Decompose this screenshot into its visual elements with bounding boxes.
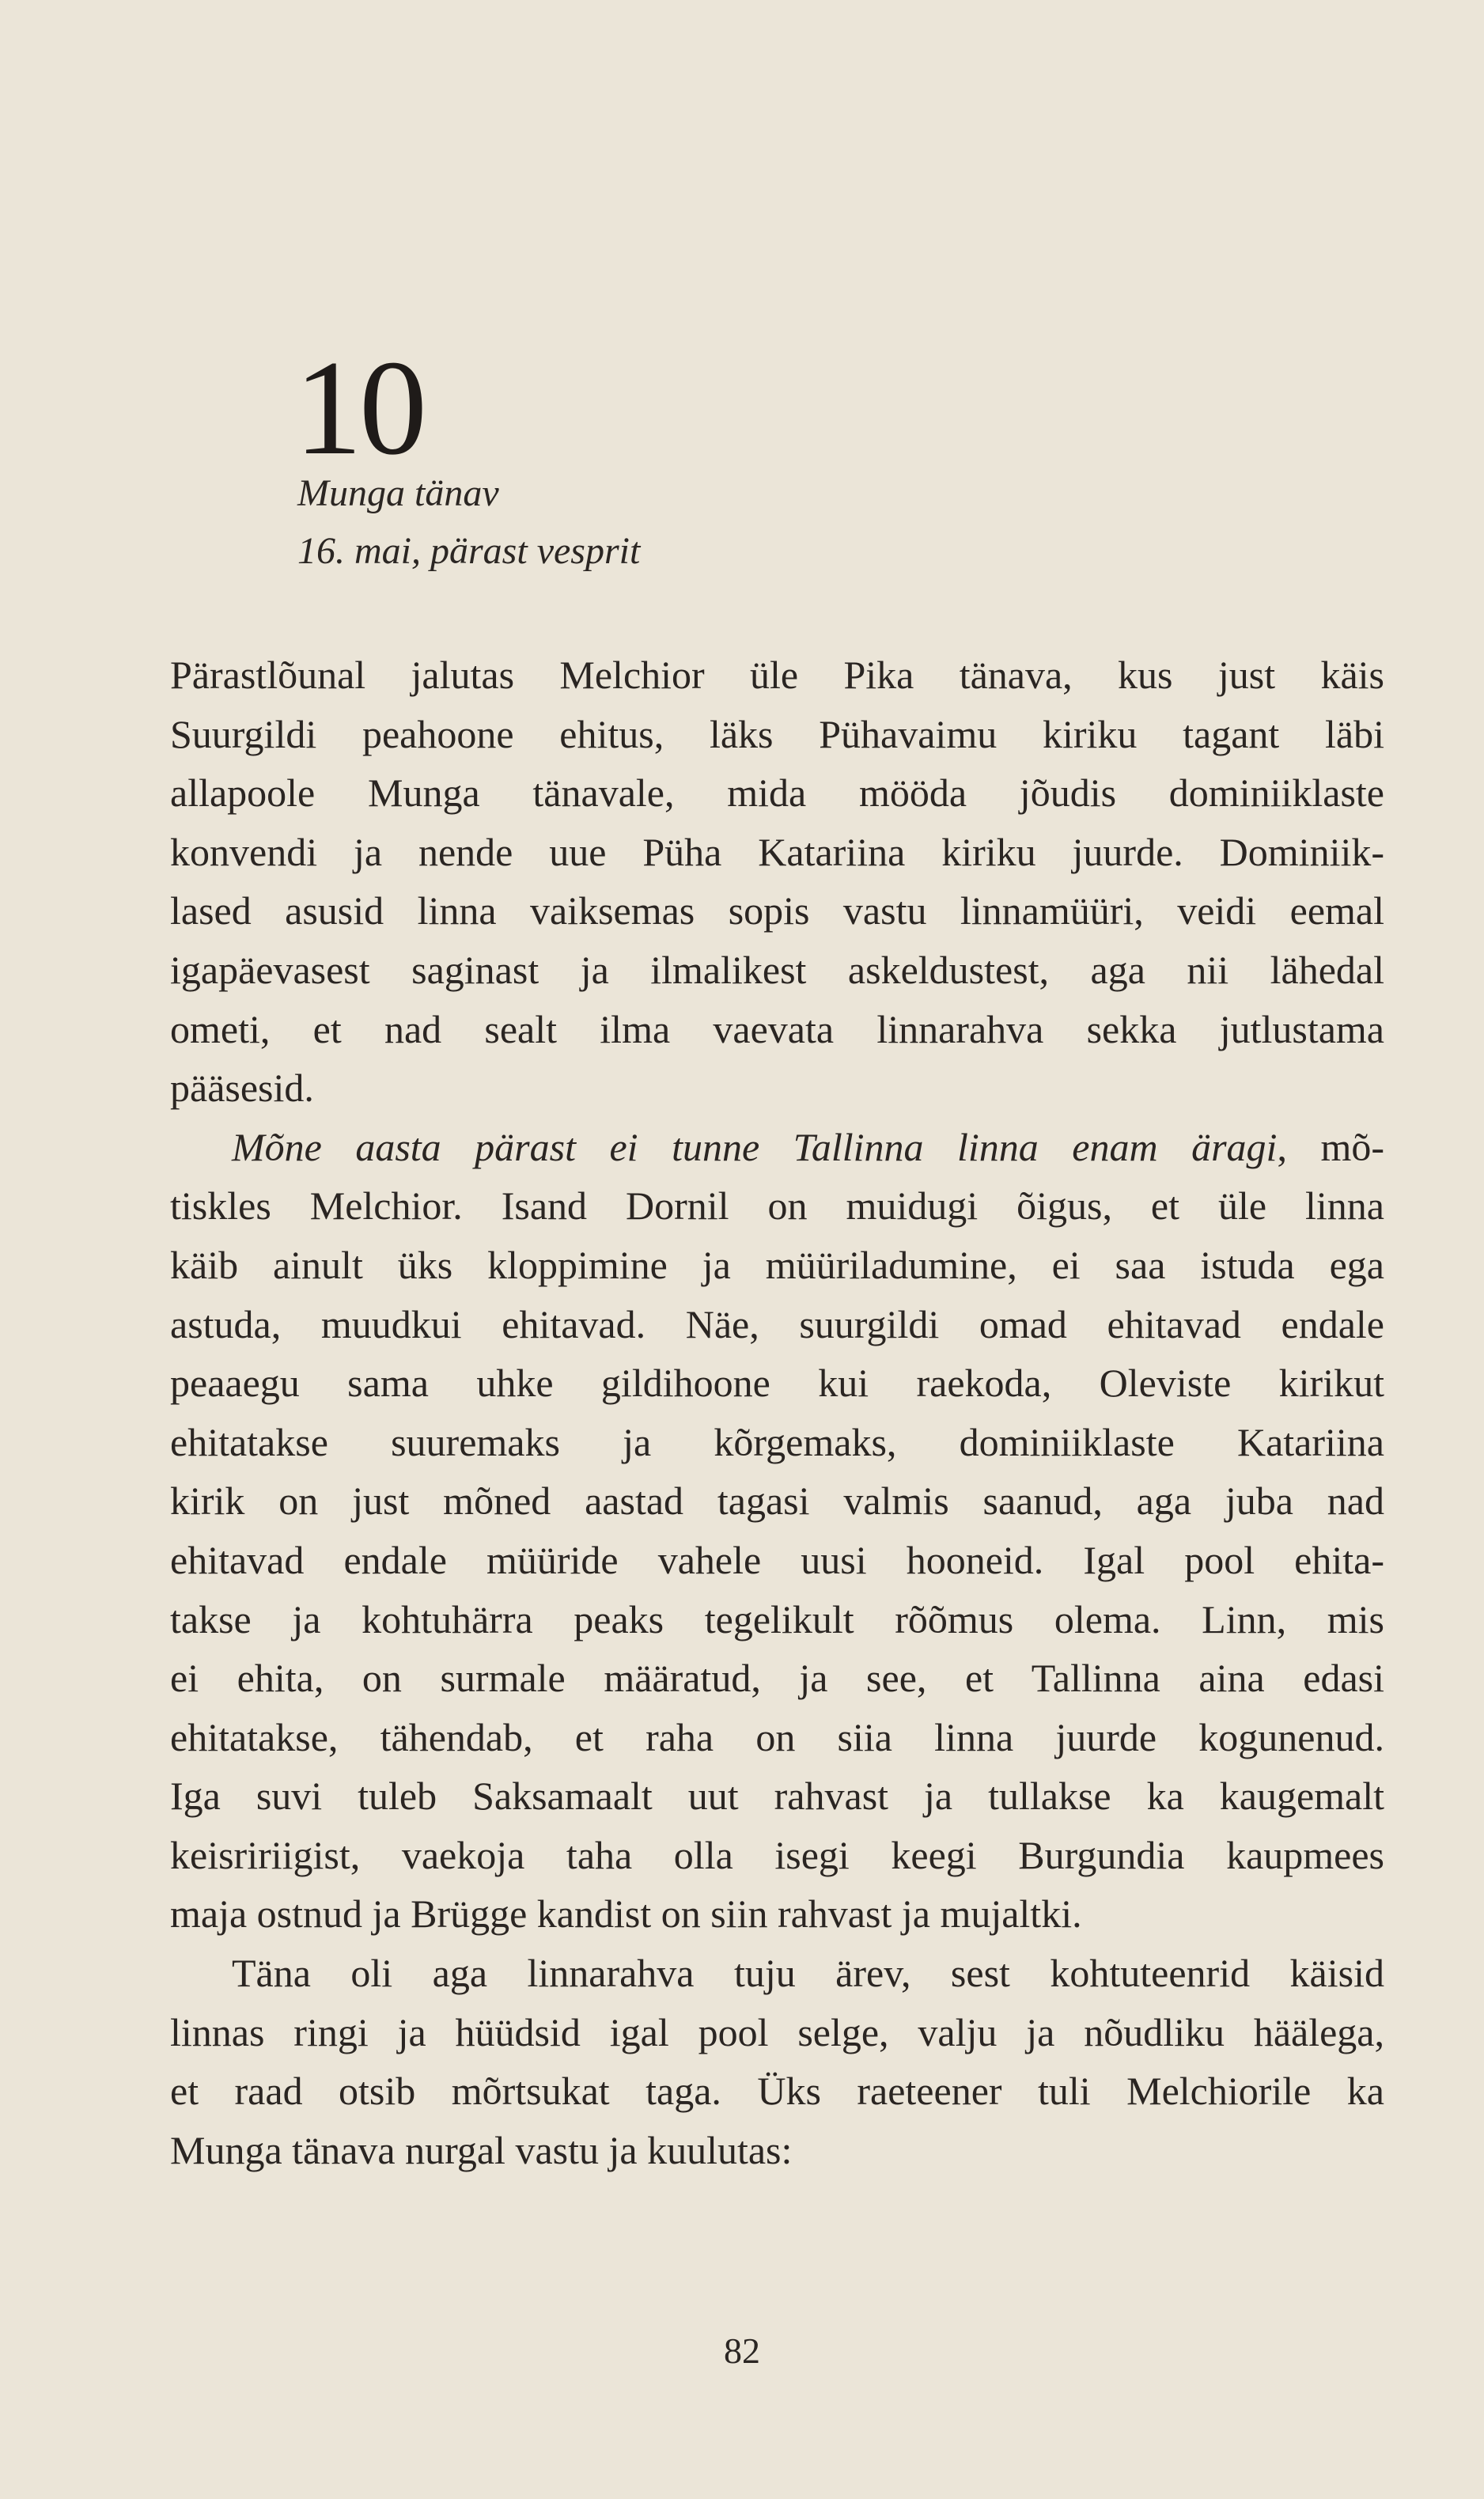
chapter-number: 10 xyxy=(294,333,424,483)
text-line: konvendi ja nende uue Püha Katariina kiriku juurde. Dominiik- xyxy=(170,829,1384,874)
text-line: ehitatakse, tähendab, et raha on siia linna juurde kogunenud. xyxy=(170,1714,1384,1759)
text-line: käib ainult üks kloppimine ja müüriladumine, ei saa istuda ega xyxy=(170,1242,1384,1287)
chapter-place: Munga tänav xyxy=(297,472,499,514)
text-line: takse ja kohtuhärra peaks tegelikult rõõmus olema. Linn, mis xyxy=(170,1596,1384,1641)
text-line: allapoole Munga tänavale, mida mööda jõudis dominiiklaste xyxy=(170,771,1384,816)
text-line: peaaegu sama uhke gildihoone kui raekoda, Oleviste kirikut xyxy=(170,1361,1384,1406)
text-line: Täna oli aga linnarahva tuju ärev, sest kohtuteenrid käisid xyxy=(232,1951,1384,1996)
text-line: astuda, muudkui ehitavad. Näe, suurgildi omad ehitavad endale xyxy=(170,1301,1384,1346)
text-line: keisririigist, vaekoja taha olla isegi keegi Burgundia kaupmees xyxy=(170,1832,1384,1877)
text-line: ei ehita, on surmale määratud, ja see, et Tallinna aina edasi xyxy=(170,1656,1384,1701)
text-line: tiskles Melchior. Isand Dornil on muidugi õigus, et üle linna xyxy=(170,1183,1384,1229)
text-line: kirik on just mõned aastad tagasi valmis saanud, aga juba nad xyxy=(170,1479,1384,1524)
text-line: igapäevasest saginast ja ilmalikest askeldustest, aga nii lähedal xyxy=(170,947,1384,992)
text-line: maja ostnud ja Brügge kandist on siin rahvast ja mujaltki. xyxy=(170,1891,1082,1937)
text-line: et raad otsib mõrtsukat taga. Üks raeteener tuli Melchiorile ka xyxy=(170,2069,1384,2114)
body-text xyxy=(170,646,1384,2179)
text-line: Suurgildi peahoone ehitus, läks Pühavaimu kiriku tagant läbi xyxy=(170,711,1384,756)
text-line: ometi, et nad sealt ilma vaevata linnarahva sekka jutlustama xyxy=(170,1006,1384,1051)
text-line: Iga suvi tuleb Saksamaalt uut rahvast ja tullakse ka kaugemalt xyxy=(170,1774,1384,1819)
italic-thought: Mõne aasta pärast ei tunne Tallinna linna enam äragi xyxy=(232,1124,1278,1169)
text-line-italic-start xyxy=(170,1118,1384,1177)
text-line: ehitatakse suuremaks ja kõrgemaks, dominiiklaste Katariina xyxy=(170,1419,1384,1464)
text-line: Munga tänava nurgal vastu ja kuulutas: xyxy=(170,2127,793,2172)
text-line: Pärastlõunal jalutas Melchior üle Pika tänava, kus just käis xyxy=(170,653,1384,697)
text-line: pääsesid. xyxy=(170,1066,314,1111)
text-line: lased asusid linna vaiksemas sopis vastu linnamüüri, veidi eemal xyxy=(170,888,1384,933)
text-line: linnas ringi ja hüüdsid igal pool selge, valju ja nõudliku häälega, xyxy=(170,2009,1384,2054)
chapter-date: 16. mai, pärast vesprit xyxy=(297,530,641,572)
text-line: ehitavad endale müüride vahele uusi hooneid. Igal pool ehita- xyxy=(170,1537,1384,1582)
page-number: 82 xyxy=(724,2331,760,2371)
text-fragment: , mõ- xyxy=(1277,1124,1384,1169)
